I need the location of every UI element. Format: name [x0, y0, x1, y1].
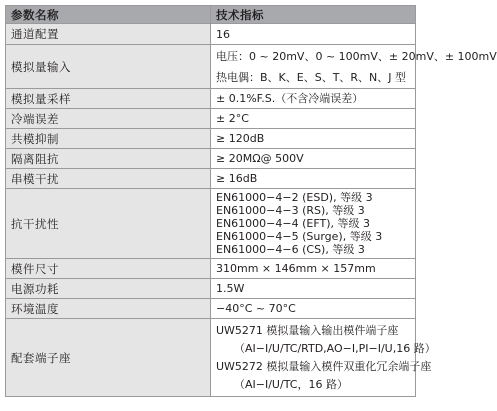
param-cell: 环境温度 [6, 299, 211, 319]
value-cell [211, 279, 416, 299]
value-cell [211, 189, 416, 259]
table-row [6, 299, 416, 319]
value-line: UW5272 模拟量输入模件双重化冗余端子座 [216, 359, 432, 373]
header-param-cell: 参数名称 [6, 6, 211, 24]
value-cell [211, 129, 416, 149]
value-line: 310mm × 146mm × 157mm [216, 262, 376, 275]
value-line: −40°C ~ 70°C [216, 302, 296, 315]
value-cell [211, 45, 497, 89]
param-cell: 串模干扰 [6, 169, 211, 189]
value-line: 1.5W [216, 282, 245, 295]
value-line: ≥ 20MΩ@ 500V [216, 152, 304, 165]
value-cell [211, 109, 416, 129]
value-line: 电压：0 ~ 20mV、0 ~ 100mV、± 20mV、± 100mV [216, 49, 497, 63]
value-line: ± 0.1%F.S.（不含冷端误差） [216, 92, 364, 105]
value-line: （AI−I/U/TC/RTD,AO−I,PI−I/U,16 路） [234, 341, 436, 355]
param-cell: 抗干扰性 [6, 189, 211, 259]
table-row [6, 279, 416, 299]
spec-table [5, 5, 497, 397]
value-line: UW5271 模拟量输入输出模件端子座 [216, 323, 399, 337]
value-line: EN61000−4−2 (ESD), 等级 3 [216, 191, 373, 204]
value-line: ≥ 16dB [216, 172, 258, 185]
param-cell: 模拟量采样 [6, 89, 211, 109]
value-cell [211, 24, 416, 45]
param-cell: 电源功耗 [6, 279, 211, 299]
table-row [6, 109, 416, 129]
value-line: EN61000−4−5 (Surge), 等级 3 [216, 230, 383, 243]
value-line: 16 [216, 27, 230, 41]
value-cell [211, 89, 416, 109]
table-row [6, 189, 416, 259]
value-line: EN61000−4−3 (RS), 等级 3 [216, 204, 365, 217]
value-cell [211, 299, 416, 319]
value-cell [211, 259, 416, 279]
table-row [6, 89, 416, 109]
param-cell: 通道配置 [6, 24, 211, 45]
table-row [6, 45, 416, 89]
param-cell: 共模抑制 [6, 129, 211, 149]
table-row [6, 129, 416, 149]
param-cell: 模件尺寸 [6, 259, 211, 279]
spec-sheet [5, 5, 497, 397]
param-cell: 冷端误差 [6, 109, 211, 129]
table-row [6, 169, 416, 189]
value-cell [211, 169, 416, 189]
table-row [6, 319, 416, 397]
value-line: EN61000−4−4 (EFT), 等级 3 [216, 217, 370, 230]
value-cell [211, 319, 436, 397]
value-line: 热电偶：B、K、E、S、T、R、N、J 型 [216, 70, 407, 84]
param-cell: 配套端子座 [6, 319, 211, 397]
table-row [6, 149, 416, 169]
table-header-row [6, 6, 416, 24]
value-line: EN61000−4−6 (CS), 等级 3 [216, 243, 365, 256]
value-line: （AI−I/U/TC，16 路） [234, 377, 348, 391]
value-cell [211, 149, 416, 169]
header-spec-cell: 技术指标 [211, 6, 416, 24]
table-row [6, 259, 416, 279]
table-row [6, 24, 416, 45]
param-cell: 隔离阻抗 [6, 149, 211, 169]
value-line: ≥ 120dB [216, 132, 265, 145]
param-cell: 模拟量输入 [6, 45, 211, 89]
value-line: ± 2°C [216, 112, 249, 125]
